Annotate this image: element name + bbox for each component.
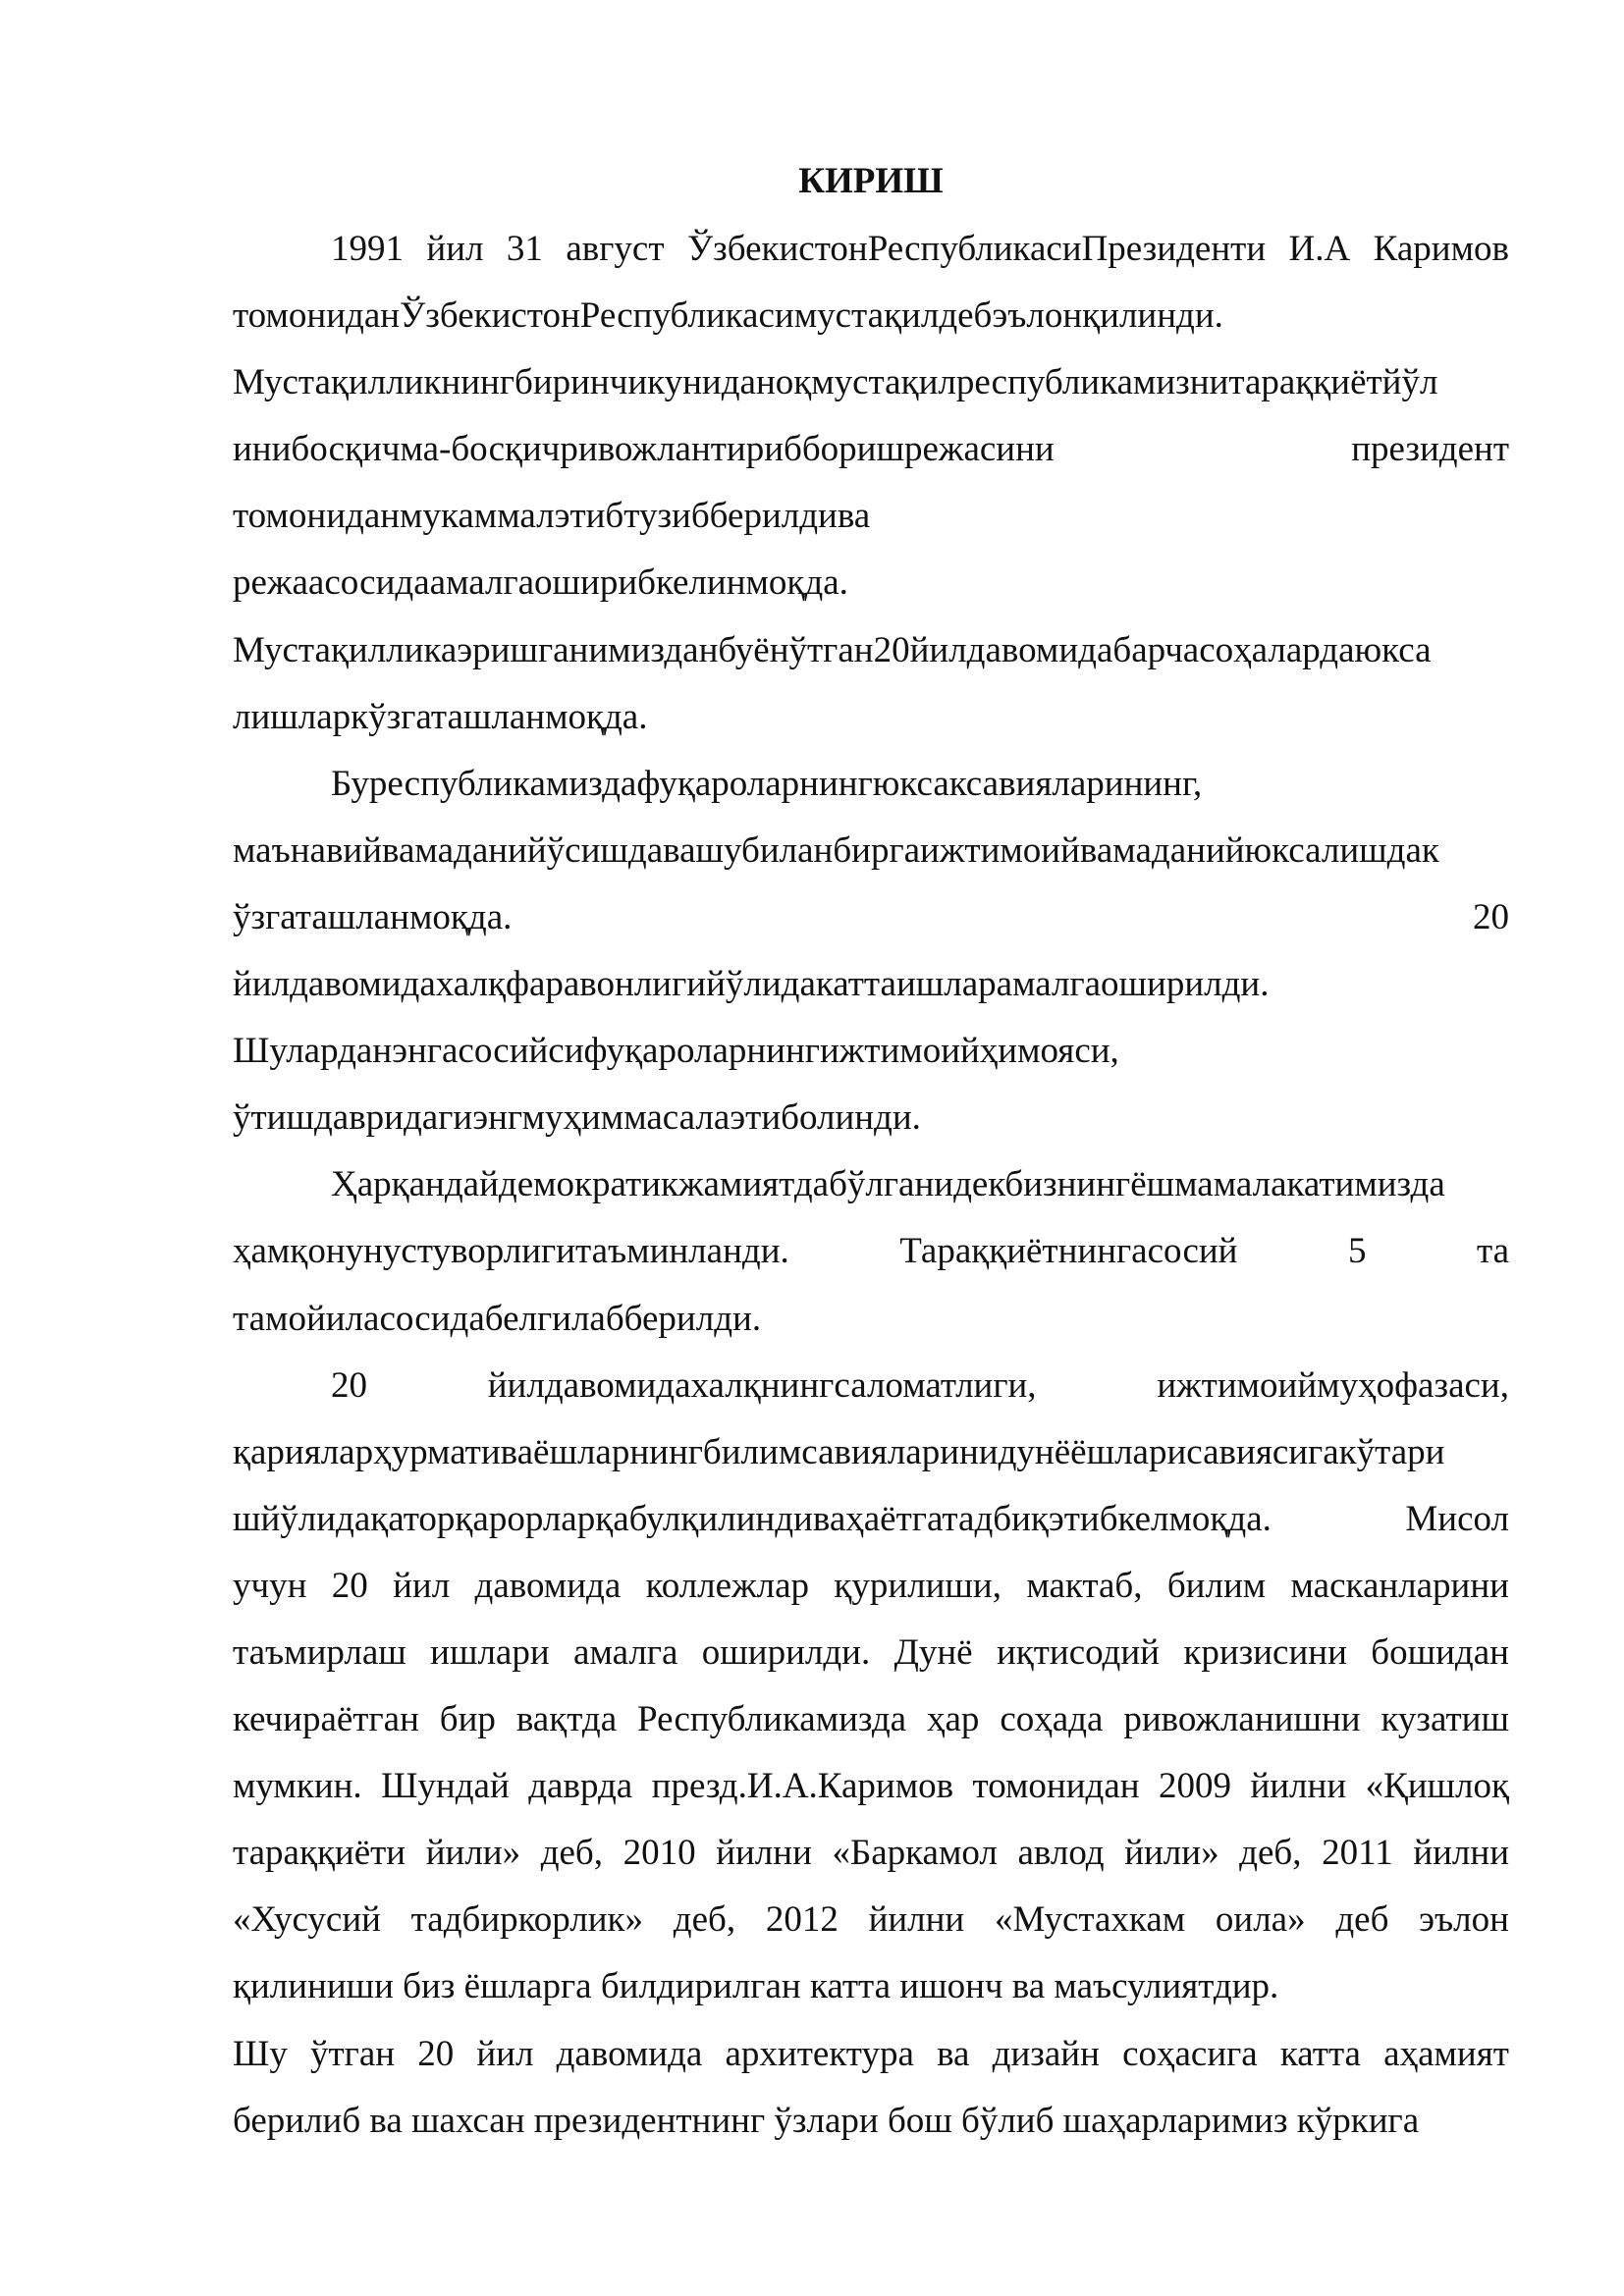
text-line — [233, 1419, 1509, 1486]
word: ҳар — [927, 1699, 980, 1740]
word: 31 — [506, 229, 543, 269]
word: 1991 — [331, 229, 404, 269]
text-line-words — [233, 550, 1509, 616]
word: Мисол — [1405, 1498, 1509, 1539]
word: та — [1476, 1231, 1509, 1272]
word: инибосқичма-босқичривожлантирибборишрежасини — [233, 429, 1055, 470]
word: йил — [393, 1565, 451, 1606]
word: Ҳарқандайдемократикжамиятдабўлганидекбизнингёшмамалакатимизда — [331, 1164, 1445, 1205]
word: мумкин. — [233, 1766, 362, 1807]
word: кризисини — [1183, 1631, 1347, 1673]
word: 2012 — [765, 1899, 839, 1941]
text-line-words — [233, 1486, 1509, 1553]
word: ўтган — [309, 2033, 396, 2074]
word: даврда — [528, 1766, 633, 1807]
text-line-words — [233, 1620, 1509, 1686]
text-line-words — [233, 2088, 1509, 2155]
word: 5 — [1347, 1231, 1367, 1272]
text-line — [233, 483, 1509, 550]
word: ҳамқонунустуворлигитаъминланди. — [233, 1231, 789, 1272]
word: архитектура — [725, 2033, 914, 2074]
text-line-words — [233, 283, 1509, 349]
text-line — [233, 1686, 1509, 1753]
word: 2011 — [1322, 1833, 1393, 1874]
word: «Баркамол — [832, 1833, 998, 1874]
text-line-words — [233, 1286, 1509, 1353]
word: иқтисодий — [996, 1631, 1160, 1673]
word: берилиб ва шахсан президентнинг ўзлари бош бўлиб шаҳарларимиз кўркига — [233, 2100, 1420, 2141]
word: деб, — [1239, 1833, 1302, 1874]
document-title: КИРИШ — [798, 161, 944, 201]
text-line-words — [233, 1953, 1509, 2020]
word: томониданЎзбекистонРеспубликасимустақилдебэълонқилинди. — [233, 295, 1223, 337]
word: билим — [1166, 1565, 1267, 1606]
word: масканларини — [1290, 1565, 1509, 1606]
word: йили» — [1124, 1833, 1219, 1874]
text-line-words — [233, 483, 1509, 550]
text-line — [233, 1620, 1509, 1686]
text-line-words — [331, 216, 1509, 283]
text-line-words — [331, 751, 1509, 818]
word: бошидан — [1371, 1631, 1509, 1673]
word: Буреспубликамиздафуқароларнингюксаксавияларининг, — [331, 763, 1203, 804]
word: йилдавомидахалқфаравонлигийўлидакаттаишларамалгаоширилди. — [233, 964, 1270, 1005]
word: томонидан — [972, 1766, 1140, 1807]
text-line-words — [233, 349, 1509, 416]
word: Мустақилликнингбиринчикуниданоқмустақилреспубликамизнитараққиётйўл — [233, 362, 1438, 403]
text-line-words — [233, 1419, 1509, 1486]
word: соҳада — [1000, 1699, 1104, 1740]
text-line-words — [233, 1887, 1509, 1953]
text-line — [233, 1887, 1509, 1953]
word: авлод — [1017, 1833, 1105, 1874]
word: коллежлар — [645, 1565, 810, 1606]
word: қилиниши биз ёшларга билдирилган катта ишонч ва маъсулиятдир. — [233, 1966, 1279, 2007]
word: йилни — [716, 1833, 812, 1874]
word: бир — [439, 1699, 496, 1740]
word: Тараққиётнингасосий — [899, 1231, 1238, 1272]
word: давомида — [556, 2033, 703, 2074]
word: давомида — [474, 1565, 622, 1606]
word: йилни — [868, 1899, 965, 1941]
word: 2010 — [623, 1833, 696, 1874]
word: И.А — [1288, 229, 1351, 269]
word: ўтишдавридагиэнгмуҳиммасалаэтиболинди. — [233, 1097, 921, 1139]
word: йил — [476, 2033, 534, 2074]
text-line-words — [233, 818, 1509, 884]
word: 2009 — [1159, 1766, 1232, 1807]
word: 20 — [331, 1565, 368, 1606]
text-line — [233, 550, 1509, 616]
text-line — [233, 1953, 1509, 2020]
word: 20 — [1473, 896, 1509, 937]
word: деб — [1335, 1899, 1389, 1941]
text-line-words — [233, 617, 1509, 684]
text-line — [233, 1085, 1509, 1151]
word: йилдавомидахалқнингсаломатлиги, — [487, 1364, 1037, 1406]
word: оила» — [1215, 1899, 1306, 1941]
text-line — [233, 1353, 1509, 1419]
word: эълон — [1419, 1899, 1509, 1941]
word: ривожланишни — [1123, 1699, 1361, 1740]
word: маънавийвамаданийўсишдавашубиланбиргаижтимоийвамаданийюксалишдак — [233, 829, 1439, 871]
text-line — [233, 349, 1509, 416]
text-line — [233, 818, 1509, 884]
word: презд.И.А.Каримов — [651, 1766, 954, 1807]
word: ижтимоиймуҳофазаси, — [1157, 1364, 1509, 1406]
word: ишлари — [430, 1631, 550, 1673]
text-line-words — [233, 1218, 1509, 1285]
word: «Мустахкам — [994, 1899, 1186, 1941]
word: дизайн — [992, 2033, 1100, 2074]
text-line — [233, 1018, 1509, 1085]
word: вақтда — [515, 1699, 618, 1740]
word: томониданмукаммалэтибтузибберилдива — [233, 496, 871, 537]
word: кечираётган — [233, 1699, 419, 1740]
text-line-words — [233, 684, 1509, 751]
text-line — [233, 1286, 1509, 1353]
word: тадбиркорлик» — [410, 1899, 644, 1941]
word: таъмирлаш — [233, 1631, 406, 1673]
word: оширилди. — [701, 1631, 871, 1673]
document-text — [233, 216, 1509, 2155]
word: Шуларданэнгасосийсифуқароларнингижтимоийҳимояси, — [233, 1031, 1119, 1072]
word: Мустақилликаэришганимизданбуёнўтган20йилдавомидабарчасоҳалардаюкса — [233, 629, 1432, 670]
word: 20 — [417, 2033, 455, 2074]
text-line-words — [233, 1686, 1509, 1753]
text-line-words — [233, 884, 1509, 951]
text-line — [233, 884, 1509, 951]
word: амалга — [573, 1631, 678, 1673]
text-line-words — [233, 1085, 1509, 1151]
text-line — [233, 951, 1509, 1018]
text-line-words — [233, 1553, 1509, 1620]
text-line — [233, 283, 1509, 349]
text-line-words — [233, 951, 1509, 1018]
word: йилни — [1250, 1766, 1347, 1807]
word: аҳамият — [1383, 2033, 1509, 2074]
text-line — [233, 1486, 1509, 1553]
text-line — [233, 216, 1509, 283]
text-line — [233, 1820, 1509, 1887]
text-line — [233, 617, 1509, 684]
word: қурилиши, — [834, 1565, 1001, 1606]
word: «Қишлоқ — [1365, 1766, 1509, 1807]
word: тамойиласосидабелгилабберилди. — [233, 1298, 762, 1339]
text-line — [233, 684, 1509, 751]
word: ўзгаташланмоқда. — [233, 896, 513, 937]
text-line-words — [331, 1353, 1509, 1419]
text-line-words — [233, 1820, 1509, 1887]
text-line — [233, 416, 1509, 483]
word: қарияларҳурмативаёшларнингбилимсавияларинидунёёшларисавиясигакўтари — [233, 1431, 1445, 1472]
text-line-words — [233, 2021, 1509, 2088]
text-line-words — [331, 1151, 1509, 1218]
text-line — [233, 2021, 1509, 2088]
word: шйўлидақаторқарорларқабулқилиндиваҳаётгатадбиқэтибкелмоқда. — [233, 1498, 1272, 1539]
word: соҳасига — [1122, 2033, 1258, 2074]
word: йил — [426, 229, 484, 269]
word: президент — [1351, 429, 1509, 470]
word: тараққиёти — [233, 1833, 406, 1874]
word: мактаб, — [1026, 1565, 1143, 1606]
word: ва — [937, 2033, 970, 2074]
word: йилни — [1413, 1833, 1509, 1874]
text-line-words — [233, 416, 1509, 483]
text-line — [233, 751, 1509, 818]
text-line — [233, 1151, 1509, 1218]
word: лишларкўзгаташланмоқда. — [233, 696, 648, 737]
word: йили» — [425, 1833, 521, 1874]
word: деб, — [540, 1833, 604, 1874]
word: ЎзбекистонРеспубликасиПрезиденти — [686, 229, 1267, 269]
word: август — [566, 229, 665, 269]
text-line — [233, 2088, 1509, 2155]
text-line-words — [233, 1753, 1509, 1820]
text-line — [233, 1553, 1509, 1620]
word: кузатиш — [1380, 1699, 1509, 1740]
word: «Хусусий — [233, 1899, 381, 1941]
text-line — [233, 1753, 1509, 1820]
word: Дунё — [893, 1631, 973, 1673]
word: деб, — [673, 1899, 736, 1941]
word: Шундай — [381, 1766, 510, 1807]
word: катта — [1279, 2033, 1361, 2074]
word: режаасосидаамалгаоширибкелинмоқда. — [233, 562, 848, 604]
word: Шу — [233, 2033, 288, 2074]
word: Республикамизда — [637, 1699, 907, 1740]
text-line-words — [233, 1018, 1509, 1085]
word: Каримов — [1373, 229, 1509, 269]
word: 20 — [331, 1364, 367, 1406]
word: учун — [233, 1565, 307, 1606]
text-line — [233, 1218, 1509, 1285]
document-body — [233, 147, 1509, 2155]
